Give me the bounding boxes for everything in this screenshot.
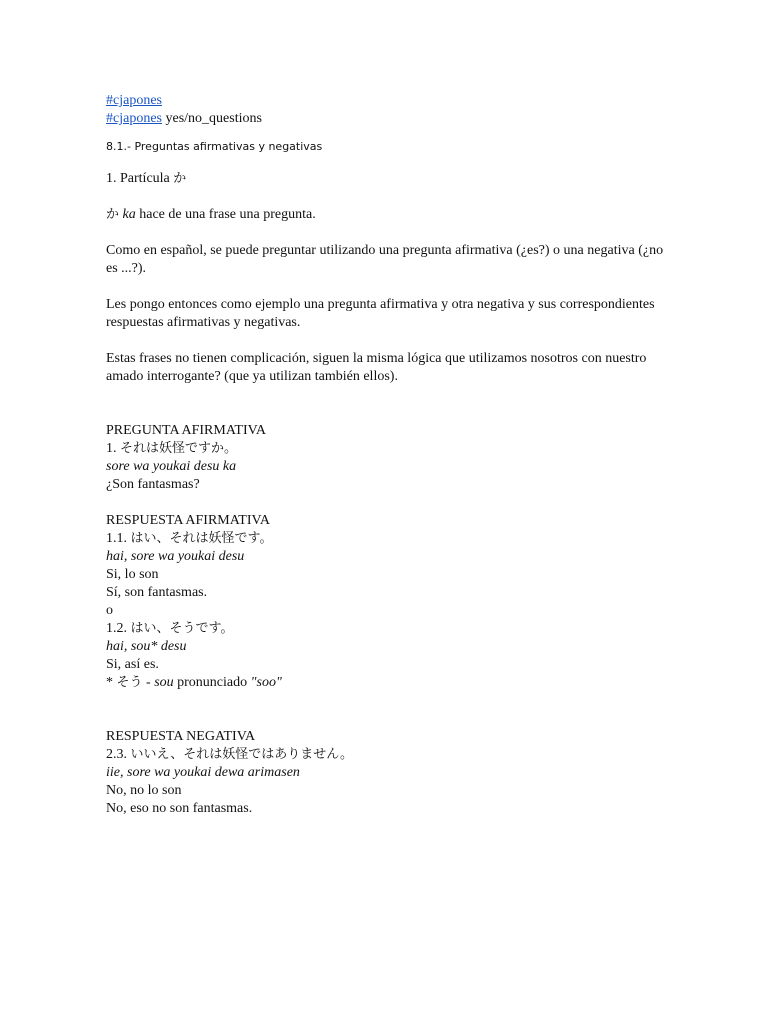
pronunciation-note <box>106 674 666 692</box>
pregunta-romaji-text: sore wa youkai desu ka <box>106 459 237 474</box>
respuesta-afirmativa-title: RESPUESTA AFIRMATIVA <box>106 513 270 528</box>
respuesta-1-2-romaji <box>106 638 666 656</box>
pregunta-afirmativa-title: PREGUNTA AFIRMATIVA <box>106 423 267 438</box>
respuesta-2-3-num: 2.3. <box>106 747 131 762</box>
pregunta-afirmativa-jp <box>106 440 666 458</box>
respuesta-1-2-num: 1.2. <box>106 621 131 636</box>
tag-line-1 <box>106 92 666 110</box>
respuesta-2-3-es-1: No, no lo son <box>106 783 182 798</box>
paragraph-3: Estas frases no tienen complicación, siguen la misma lógica que utilizamos nosotros con nuestro amado interrogante? (que ya utilizan también ellos). <box>106 351 647 384</box>
respuesta-2-3-romaji <box>106 764 666 782</box>
particle-title-text: 1. Partícula <box>106 171 174 186</box>
particle-description <box>106 206 666 224</box>
note-jp: そう <box>116 675 143 690</box>
respuesta-1-1-romaji <box>106 548 666 566</box>
respuesta-1-1-num: 1.1. <box>106 531 131 546</box>
hashtag-link-cjapones[interactable]: #cjapones <box>106 93 162 108</box>
pregunta-afirmativa-es: ¿Son fantasmas? <box>106 477 200 492</box>
respuesta-2-3-romaji-text: iie, sore wa youkai dewa arimasen <box>106 765 300 780</box>
pregunta-jp-text: それは妖怪ですか。 <box>120 441 238 456</box>
particle-romaji: ka <box>122 207 136 222</box>
hashtag-link-cjapones-2[interactable]: #cjapones <box>106 111 162 126</box>
respuesta-2-3-es-2: No, eso no son fantasmas. <box>106 801 253 816</box>
particle-title <box>106 170 666 188</box>
note-soo: "soo" <box>250 675 282 690</box>
respuesta-negativa-title: RESPUESTA NEGATIVA <box>106 729 256 744</box>
respuesta-1-2-es: Si, así es. <box>106 657 159 672</box>
section-heading: 8.1.- Preguntas afirmativas y negativas <box>106 140 323 153</box>
respuesta-or: o <box>106 603 113 618</box>
particle-desc: hace de una frase una pregunta. <box>135 207 316 222</box>
respuesta-1-1-es-1: Si, lo son <box>106 567 159 582</box>
note-star: * <box>106 675 117 690</box>
respuesta-1-1-jp-text: はい、それは妖怪です。 <box>130 531 273 546</box>
note-mid: pronunciado <box>173 675 251 690</box>
pregunta-num: 1. <box>106 441 120 456</box>
tag-line-2 <box>106 110 666 128</box>
pregunta-afirmativa-romaji <box>106 458 666 476</box>
tag-suffix-text: yes/no_questions <box>161 111 262 126</box>
respuesta-1-2-jp <box>106 620 666 638</box>
particle-kana: か <box>106 207 120 222</box>
respuesta-2-3-jp <box>106 746 666 764</box>
respuesta-2-3-jp-text: いいえ、それは妖怪ではありません。 <box>130 747 354 762</box>
note-romaji: sou <box>154 675 174 690</box>
respuesta-1-1-romaji-text: hai, sore wa youkai desu <box>106 549 245 564</box>
paragraph-1: Como en español, se puede preguntar utilizando una pregunta afirmativa (¿es?) o una negativa (¿no es ...?). <box>106 243 664 276</box>
respuesta-1-2-jp-text: はい、そうです。 <box>130 621 234 636</box>
note-dash: - <box>142 675 155 690</box>
respuesta-1-1-es-2: Sí, son fantasmas. <box>106 585 208 600</box>
paragraph-2: Les pongo entonces como ejemplo una pregunta afirmativa y otra negativa y sus correspondientes respuestas afirmativas y negativas. <box>106 297 655 330</box>
document-body <box>106 92 666 818</box>
respuesta-1-1-jp <box>106 530 666 548</box>
respuesta-1-2-romaji-text: hai, sou* desu <box>106 639 187 654</box>
particle-title-kana: か <box>173 171 187 186</box>
